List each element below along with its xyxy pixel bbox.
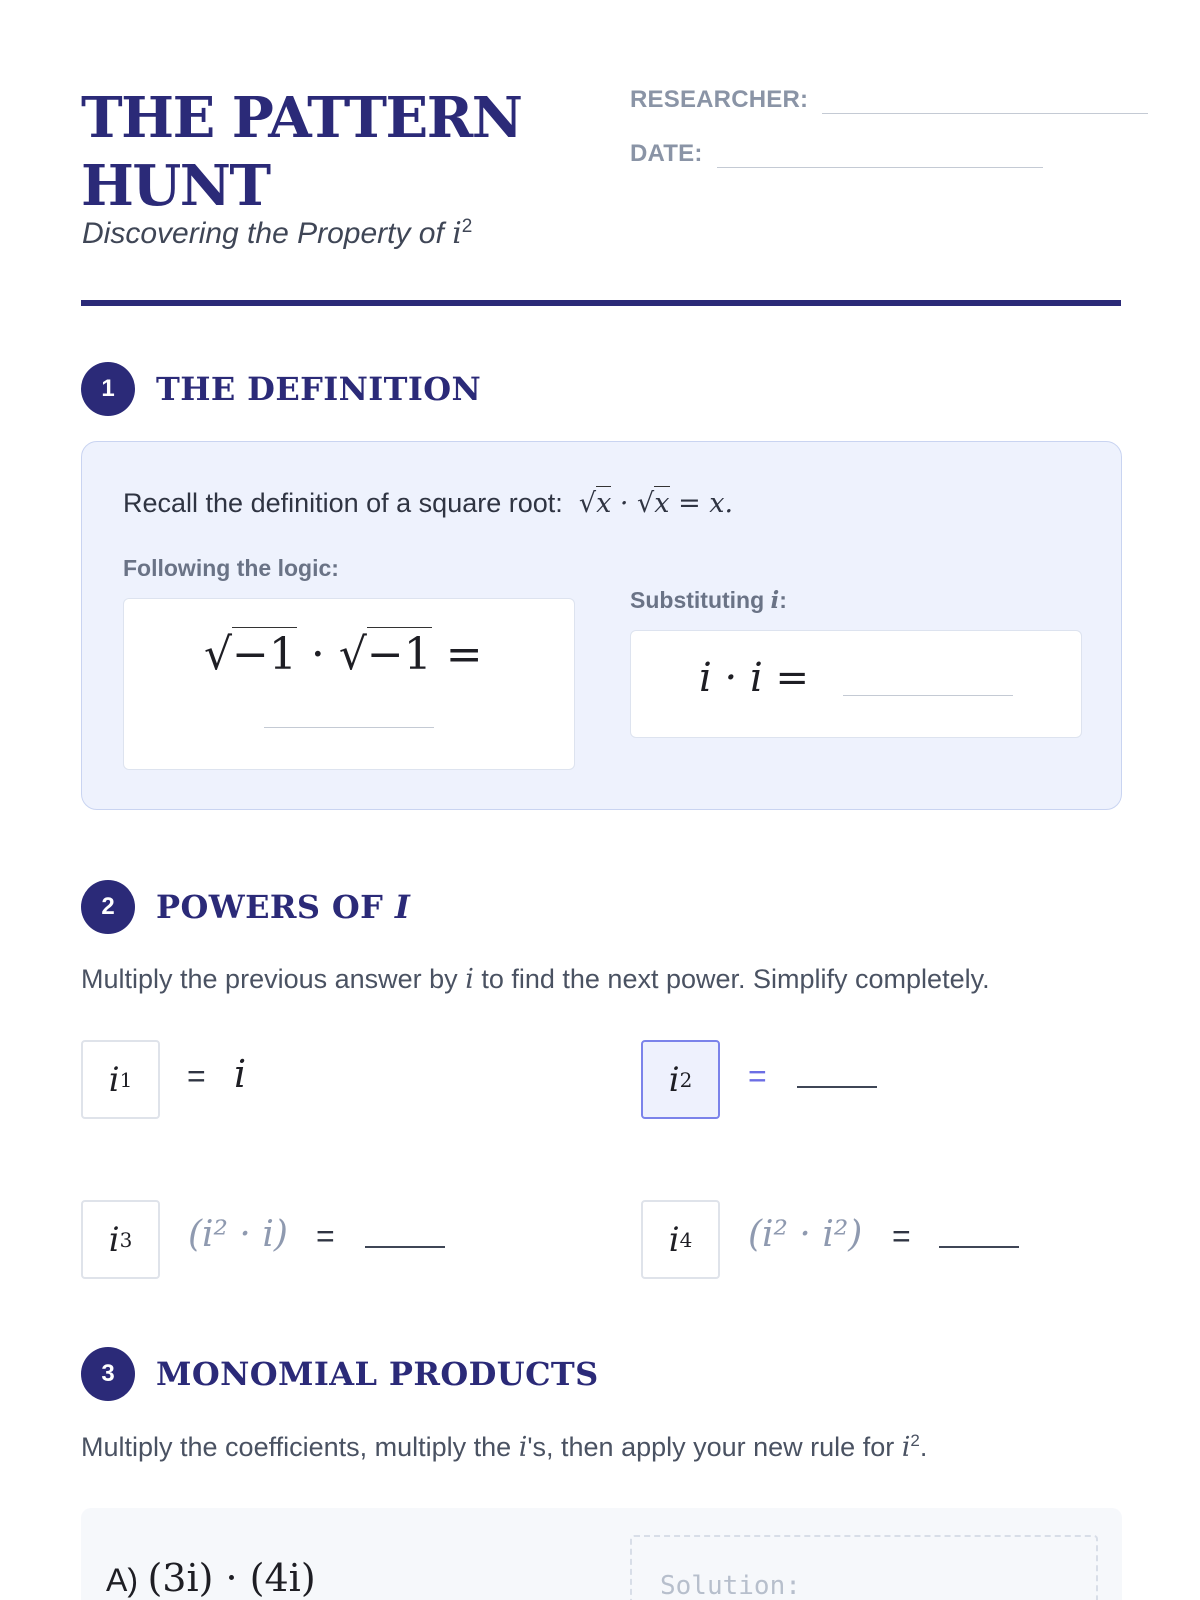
section-2-heading [81,880,410,934]
power-i1-base: i [108,1059,120,1100]
power-i2-box[interactable] [641,1040,720,1119]
i-times-i-expression: i · i = [699,655,809,701]
power-i4-exp: 4 [679,1227,693,1252]
substituting-text: Substituting [630,587,765,613]
power-i2-exp: 2 [679,1067,693,1092]
worksheet-subtitle [82,216,472,251]
power-i1-value: i [234,1052,247,1096]
monomial-problem-card [81,1508,1122,1600]
researcher-label: RESEARCHER: [630,86,809,113]
section-1-title: THE DEFINITION [156,370,482,408]
substituting-label: Substituting i: [630,587,787,614]
problem-a-solution-label: Solution: [660,1571,801,1600]
researcher-field [630,86,1148,114]
section-3-heading [81,1347,599,1401]
power-i1-equals: = [187,1058,206,1094]
recall-result: x [709,488,725,519]
researcher-input-line[interactable] [822,92,1148,114]
section-3-title: MONOMIAL PRODUCTS [156,1355,599,1393]
substitution-answer-line[interactable] [843,695,1013,696]
sqrt-product-expression: √−1 · √−1 = [204,629,483,680]
powers-instruction-part2: to find the next power. Simplify completely. [481,964,990,994]
section-2-title-text: POWERS OF [156,888,384,926]
power-i4-equals: = [892,1218,911,1254]
power-i2-base: i [668,1059,680,1100]
date-input-line[interactable] [717,146,1043,168]
subtitle-exp: 2 [461,216,473,237]
problem-a [106,1556,316,1600]
monomial-instruction-end: . [919,1432,928,1462]
substitution-box [630,630,1082,738]
recall-text: Recall the definition of a square root: [123,488,563,518]
subtitle-text: Discovering the Property of [82,217,444,250]
monomial-rule-exp: 2 [910,1431,920,1450]
sqrt-radicand-1: −1 [232,629,297,680]
powers-instruction [81,964,990,995]
monomial-instruction [81,1431,927,1463]
following-logic-label: Following the logic: [123,555,339,581]
date-field [630,140,1043,168]
power-i3-exp: 3 [119,1227,133,1252]
recall-definition: Recall the definition of a square root: √x · √x = x. [123,488,734,519]
section-1-number: 1 [81,362,135,416]
power-i3-answer-line[interactable] [365,1246,445,1248]
sqrt-equals: = [445,629,483,680]
power-i1-exp: 1 [119,1067,133,1092]
problem-a-solution-box[interactable] [630,1535,1098,1600]
recall-radicand-1: x [596,488,612,519]
power-i3-hint: (i² · i) [188,1214,288,1255]
power-i4-hint: (i² · i²) [748,1214,863,1255]
problem-a-label: A) [106,1562,138,1598]
title-line-1: THE PATTERN [81,85,522,151]
power-i3-box [81,1200,160,1279]
logic-box [123,598,575,770]
power-i4-answer-line[interactable] [939,1246,1019,1248]
problem-a-expression: (3i) · (4i) [147,1556,316,1600]
subtitle-var: i [452,216,462,251]
power-i4-base: i [668,1219,680,1260]
section-2-title [156,888,410,926]
logic-answer-line[interactable] [264,727,434,728]
powers-instruction-var: i [465,964,474,995]
section-2-number: 2 [81,880,135,934]
monomial-instruction-part1: Multiply the coefficients, multiply the [81,1432,512,1462]
power-i4-box [641,1200,720,1279]
power-i3-equals: = [316,1218,335,1254]
worksheet-title [81,84,561,220]
powers-instruction-part1: Multiply the previous answer by [81,964,458,994]
monomial-instruction-part2: 's, then apply your new rule for [527,1432,895,1462]
section-3-number: 3 [81,1347,135,1401]
monomial-rule-base: i [901,1432,911,1463]
monomial-instruction-var: i [518,1432,528,1463]
substituting-var: i [770,587,780,614]
recall-radicand-2: x [654,488,670,519]
sqrt-radicand-2: −1 [366,629,432,680]
power-i3-base: i [108,1219,120,1260]
date-label: DATE: [630,140,703,167]
section-1-heading [81,362,481,416]
title-line-2: HUNT [81,153,270,219]
header-divider [81,300,1121,306]
definition-card [81,441,1122,810]
section-2-title-var: I [394,888,411,926]
power-i2-answer-line[interactable] [797,1086,877,1088]
power-i2-equals: = [748,1058,767,1094]
power-i1-box [81,1040,160,1119]
